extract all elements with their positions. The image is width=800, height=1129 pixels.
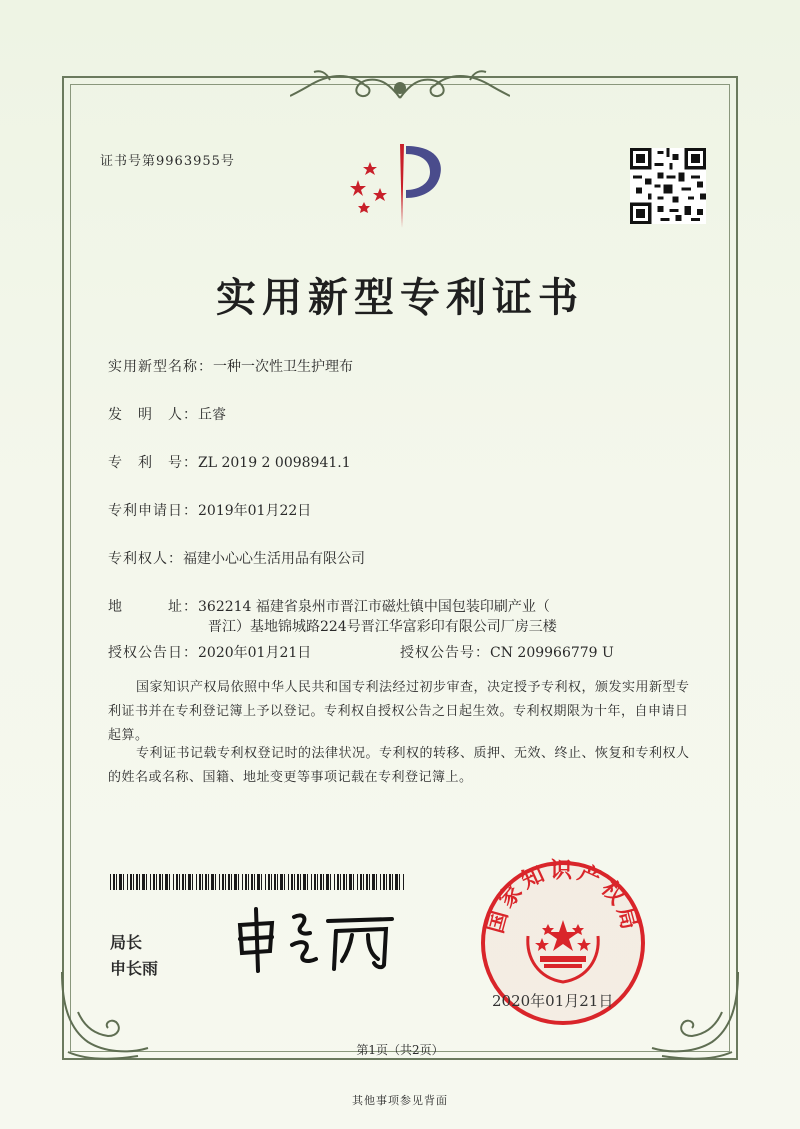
field-announcement-number [400, 642, 614, 662]
field-value: 2020年01月21日 [198, 645, 312, 661]
signatory-name: 申长雨 [110, 959, 159, 978]
field-address [108, 596, 550, 616]
field-label: 地 址： [108, 599, 198, 615]
field-patentee [108, 548, 365, 568]
barcode [110, 874, 405, 890]
field-value: 丘睿 [198, 407, 226, 423]
field-value: CN 209966779 U [490, 645, 614, 661]
footer-note: 其他事项参见背面 [352, 1094, 448, 1107]
certificate-title: 实用新型专利证书 [216, 274, 584, 321]
field-address-line2: 晋江）基地锦城路224号晋江华富彩印有限公司厂房三楼 [208, 619, 557, 635]
cnipa-logo [340, 140, 450, 230]
field-value: ZL 2019 2 0098941.1 [198, 455, 351, 471]
field-label: 专利权人： [108, 551, 183, 567]
field-announcement-date [108, 642, 311, 662]
field-value: 2019年01月22日 [198, 503, 312, 519]
field-patent-number [108, 452, 351, 472]
page-number: 第1页（共2页） [356, 1043, 444, 1057]
statement-paragraph-1: 国家知识产权局依照中华人民共和国专利法经过初步审查，决定授予专利权，颁发实用新型专利证书并在专利登记簿上予以登记。专利权自授权公告之日起生效。专利权期限为十年，自申请日起算。 [108, 680, 690, 743]
certificate-number: 证书号第9963955号 [100, 154, 235, 169]
signatory-title: 局长 [110, 933, 143, 952]
field-value: 362214 福建省泉州市晋江市磁灶镇中国包装印刷产业（ [198, 599, 550, 615]
field-label: 专 利 号： [108, 455, 198, 471]
field-value: 一种一次性卫生护理布 [213, 359, 353, 375]
signature [232, 905, 402, 975]
field-application-date [108, 500, 311, 520]
field-label: 授权公告号： [400, 645, 490, 661]
seal-date: 2020年01月21日 [492, 992, 614, 1010]
field-label: 实用新型名称： [108, 359, 213, 375]
statement-paragraph-2: 专利证书记载专利权登记时的法律状况。专利权的转移、质押、无效、终止、恢复和专利权人的姓名或名称、国籍、地址变更等事项记载在专利登记簿上。 [108, 746, 690, 785]
field-label: 专利申请日： [108, 503, 198, 519]
seal-text: 国家知识产权局 [483, 858, 643, 937]
field-inventor [108, 404, 226, 424]
field-label: 发 明 人： [108, 407, 198, 423]
field-utility-model-name [108, 356, 353, 376]
field-value: 福建小心心生活用品有限公司 [183, 551, 365, 567]
qr-code [630, 148, 706, 224]
top-ornament [290, 64, 510, 104]
field-label: 授权公告日： [108, 645, 198, 661]
